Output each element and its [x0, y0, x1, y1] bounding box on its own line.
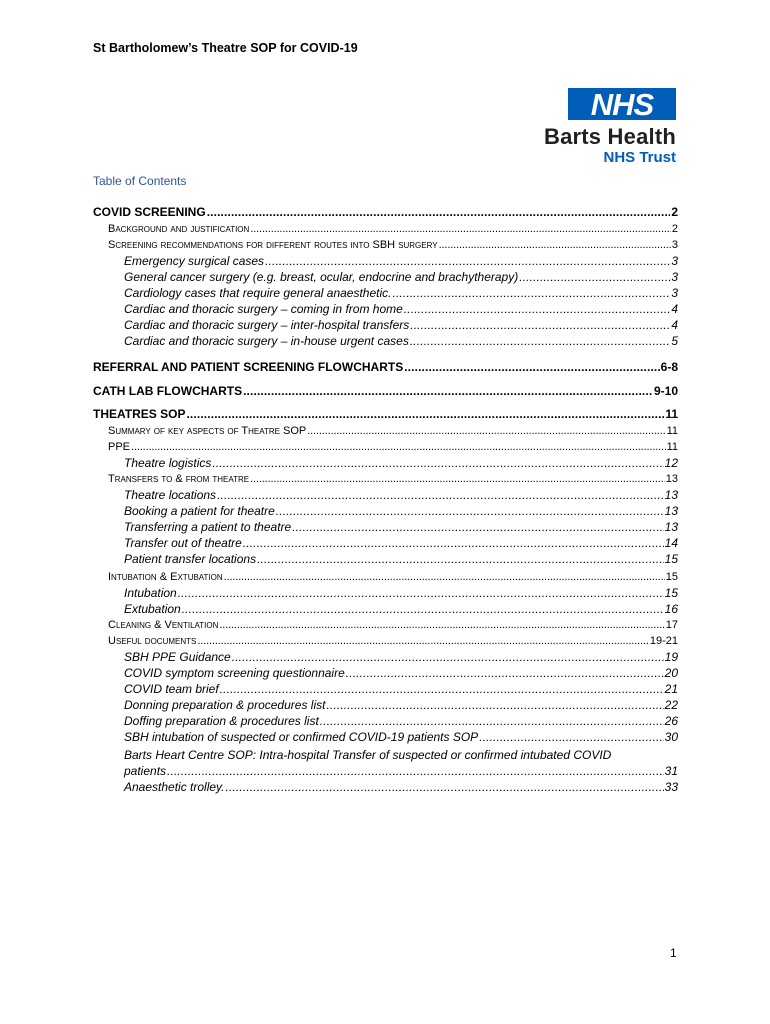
toc-entry[interactable]	[108, 618, 678, 633]
toc-leader	[307, 424, 665, 439]
toc-entry-page: 31	[664, 764, 678, 778]
toc-entry-page: 33	[664, 780, 678, 794]
toc-entry[interactable]	[108, 570, 678, 585]
nhs-logo	[568, 88, 676, 120]
toc-entry-page: 19	[664, 650, 678, 664]
toc-leader	[404, 360, 659, 375]
toc-entry[interactable]	[108, 634, 678, 649]
toc-entry[interactable]	[124, 780, 678, 795]
toc-entry-page: 3	[671, 270, 678, 284]
toc-entry[interactable]	[124, 536, 678, 551]
toc-entry[interactable]	[124, 552, 678, 567]
toc-entry[interactable]	[124, 730, 678, 745]
toc-entry-label: Theatre logistics	[124, 456, 212, 470]
toc-entry[interactable]	[124, 650, 678, 665]
toc-entry-label: REFERRAL AND PATIENT SCREENING FLOWCHARTS	[93, 360, 404, 374]
toc-entry[interactable]	[124, 488, 678, 503]
toc-entry[interactable]	[124, 318, 678, 333]
toc-entry-page: 11	[666, 441, 678, 453]
toc-leader	[243, 536, 664, 551]
toc-entry[interactable]	[124, 666, 678, 681]
toc-entry[interactable]	[124, 504, 678, 519]
toc-entry-label: Patient transfer locations	[124, 552, 257, 566]
toc-entry[interactable]	[108, 222, 678, 237]
toc-entry-label: Cardiac and thoracic surgery – inter-hospital transfers	[124, 318, 410, 332]
toc-entry-page: 3	[671, 254, 678, 268]
toc-entry-label: Transfer out of theatre	[124, 536, 242, 550]
toc-entry[interactable]	[124, 586, 678, 601]
toc-entry-page: 9-10	[653, 384, 678, 398]
toc-entry-label: Anaesthetic trolley.	[124, 780, 225, 794]
toc-entry-page: 4	[671, 318, 678, 332]
toc-entry-label: Transferring a patient to theatre	[124, 520, 292, 534]
toc-leader	[479, 730, 663, 745]
toc-entry[interactable]	[93, 360, 678, 375]
toc-entry-page: 20	[664, 666, 678, 680]
toc-leader	[250, 472, 665, 487]
toc-entry-label: THEATRES SOP	[93, 407, 186, 421]
toc-entry-page: 15	[665, 571, 678, 583]
toc-leader	[226, 780, 664, 795]
toc-entry[interactable]	[108, 440, 678, 455]
toc-entry-label: Summary of key aspects of Theatre SOP	[108, 425, 307, 437]
toc-entry-page: 26	[664, 714, 678, 728]
toc-leader	[439, 238, 671, 253]
toc-entry[interactable]	[124, 520, 678, 535]
toc-title: Table of Contents	[93, 174, 187, 188]
toc-leader	[217, 488, 664, 503]
toc-entry-page: 13	[664, 488, 678, 502]
toc-entry-page: 2	[671, 205, 678, 219]
toc-entry-page: 13	[665, 473, 678, 485]
toc-entry-page: 14	[664, 536, 678, 550]
toc-entry[interactable]	[93, 384, 678, 399]
toc-leader	[320, 714, 664, 729]
toc-entry[interactable]	[124, 602, 678, 617]
toc-entry-page: 16	[664, 602, 678, 616]
toc-entry-page: 21	[664, 682, 678, 696]
toc-entry-page: 19-21	[649, 635, 678, 647]
toc-entry-label: COVID SCREENING	[93, 205, 206, 219]
toc-entry[interactable]	[124, 682, 678, 697]
toc-entry-label: Extubation	[124, 602, 181, 616]
toc-leader	[220, 682, 664, 697]
toc-entry[interactable]	[124, 698, 678, 713]
toc-entry-label: COVID team brief	[124, 682, 219, 696]
toc-entry[interactable]	[93, 407, 678, 422]
toc-entry-label: Cardiac and thoracic surgery – in-house urgent cases	[124, 334, 409, 348]
toc-leader	[257, 552, 664, 567]
toc-leader	[178, 586, 664, 601]
toc-entry-label: Theatre locations	[124, 488, 217, 502]
toc-leader	[186, 407, 664, 422]
toc-entry-label: Background and justification	[108, 223, 250, 235]
toc-entry-page: 30	[664, 730, 678, 744]
toc-entry-label: Cardiology cases that require general anaesthetic.	[124, 286, 392, 300]
toc-entry[interactable]	[108, 424, 678, 439]
toc-entry-page: 3	[671, 286, 678, 300]
toc-entry-label: General cancer surgery (e.g. breast, ocular, endocrine and brachytherapy)	[124, 270, 519, 284]
toc-entry[interactable]	[124, 270, 678, 285]
toc-entry[interactable]	[93, 205, 678, 220]
toc-entry-page: 13	[664, 504, 678, 518]
toc-leader	[219, 618, 664, 633]
nhs-logo-text: NHS	[590, 86, 654, 122]
toc-entry-page: 3	[671, 239, 678, 251]
toc-leader	[346, 666, 664, 681]
toc-leader	[404, 302, 671, 317]
toc-entry-label: patients	[124, 764, 167, 778]
toc-leader	[519, 270, 670, 285]
toc-entry-page: 11	[666, 425, 678, 437]
toc-entry-page: 15	[664, 586, 678, 600]
toc-entry-label: Screening recommendations for different routes into SBH surgery	[108, 239, 438, 251]
toc-entry-page: 15	[664, 552, 678, 566]
toc-entry[interactable]	[124, 456, 678, 471]
toc-entry-label: SBH PPE Guidance	[124, 650, 231, 664]
toc-leader	[250, 222, 671, 237]
toc-leader	[276, 504, 664, 519]
toc-entry-label: Transfers to & from theatre	[108, 473, 250, 485]
toc-entry[interactable]	[124, 302, 678, 317]
toc-entry-label: SBH intubation of suspected or confirmed COVID-19 patients SOP	[124, 730, 479, 744]
toc-leader	[292, 520, 663, 535]
toc-entry-page: 11	[665, 407, 678, 421]
toc-entry[interactable]	[124, 764, 678, 779]
toc-entry-label: Cleaning & Ventilation	[108, 619, 219, 631]
page-number: 1	[670, 946, 677, 960]
toc-entry-label: COVID symptom screening questionnaire	[124, 666, 345, 680]
toc-entry-label: Doffing preparation & procedures list	[124, 714, 319, 728]
toc-entry-label: CATH LAB FLOWCHARTS	[93, 384, 243, 398]
toc-leader	[167, 764, 664, 779]
toc-leader	[131, 440, 666, 455]
toc-entry-label: Cardiac and thoracic surgery – coming in from home	[124, 302, 403, 316]
toc-leader	[224, 570, 665, 585]
toc-entry-label: Booking a patient for theatre	[124, 504, 275, 518]
org-name: Barts Health	[544, 124, 676, 149]
toc-entry[interactable]	[124, 286, 678, 301]
toc-leader	[410, 318, 670, 333]
toc-entry-page: 4	[671, 302, 678, 316]
toc-entry-label: Intubation	[124, 586, 177, 600]
toc-entry-label: Useful documents	[108, 635, 197, 647]
toc-leader	[243, 384, 653, 399]
toc-entry[interactable]	[124, 254, 678, 269]
toc-entry[interactable]	[108, 238, 678, 253]
toc-entry-label: Intubation & Extubation	[108, 571, 223, 583]
toc-leader	[410, 334, 670, 349]
toc-entry-label: Emergency surgical cases	[124, 254, 265, 268]
toc-entry-page: 5	[671, 334, 678, 348]
toc-leader	[212, 456, 663, 471]
toc-entry-page: 13	[664, 520, 678, 534]
toc-leader	[182, 602, 664, 617]
toc-entry[interactable]	[108, 472, 678, 487]
toc-entry-label: Donning preparation & procedures list	[124, 698, 326, 712]
org-subname: NHS Trust	[603, 149, 676, 166]
toc-entry-page: 12	[664, 456, 678, 470]
toc-entry-label: PPE	[108, 441, 131, 453]
toc-entry-page: 22	[664, 698, 678, 712]
toc-entry-page: 17	[665, 619, 678, 631]
toc-leader	[326, 698, 663, 713]
toc-leader	[232, 650, 664, 665]
document-header: St Bartholomew’s Theatre SOP for COVID-19	[93, 41, 358, 55]
toc-leader	[393, 286, 671, 301]
toc-entry-page: 6-8	[660, 360, 678, 374]
toc-entry[interactable]	[124, 714, 678, 729]
toc-leader	[197, 634, 649, 649]
toc-entry-wrapped-line1[interactable]: Barts Heart Centre SOP: Intra-hospital Transfer of suspected or confirmed intubated COVID	[124, 748, 612, 762]
toc-entry-page: 2	[671, 223, 678, 235]
toc-leader	[265, 254, 670, 269]
toc-entry[interactable]	[124, 334, 678, 349]
toc-leader	[207, 205, 671, 220]
